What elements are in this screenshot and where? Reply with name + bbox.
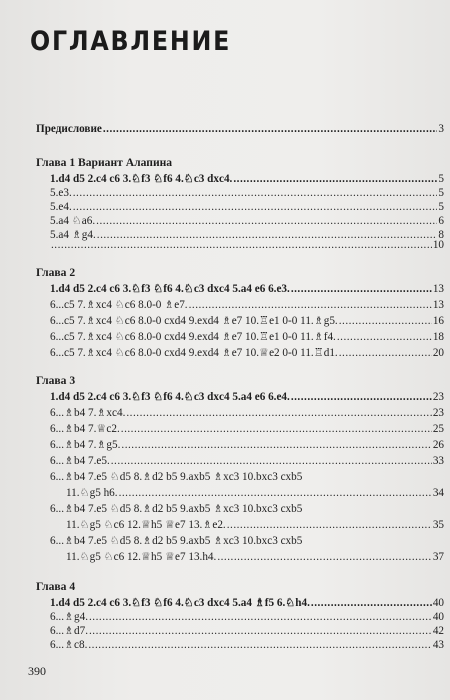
dot-leader <box>227 518 432 532</box>
dot-leader <box>88 638 431 652</box>
toc-entry-page: 5 <box>438 173 444 185</box>
toc-entry-label: Предисловие <box>36 123 102 135</box>
dot-leader <box>337 330 432 344</box>
toc-entry[interactable] <box>50 186 444 200</box>
toc-entry[interactable] <box>50 172 444 186</box>
dot-leader <box>339 314 432 328</box>
toc-entry-label: 6...♗b4 7.♕c2. <box>50 423 120 435</box>
toc-entry-page: 3 <box>438 123 444 135</box>
toc-entry[interactable] <box>50 638 444 652</box>
dot-leader <box>73 200 438 214</box>
dot-leader <box>73 186 438 200</box>
toc-entry-page: 10 <box>432 239 444 251</box>
toc-entry-page: 6 <box>438 215 444 227</box>
toc-entry-label: 6...♗b4 7.♗xc4. <box>50 407 126 419</box>
dot-leader <box>103 122 438 136</box>
toc-entry[interactable] <box>50 330 444 344</box>
toc-entry-page: 40 <box>432 611 444 623</box>
dot-leader <box>121 422 432 436</box>
toc-entry-page: 13 <box>432 299 444 311</box>
dot-leader <box>291 282 432 296</box>
toc-entry-label: 6...♗b4 7.♗g5. <box>50 439 121 451</box>
toc-entry[interactable] <box>50 214 444 228</box>
toc-entry[interactable] <box>50 200 444 214</box>
chapter-4-heading: Глава 4 <box>36 580 76 593</box>
toc-entry[interactable] <box>50 502 444 516</box>
toc-entry-label: 6...c5 7.♗xc4 ♘c6 8.0-0 cxd4 9.exd4 ♗e7 10.♖e1 0-0 11.♗g5. <box>50 315 338 327</box>
toc-entry-label: 5.a4 ♘a6. <box>50 215 96 227</box>
toc-entry-preface[interactable] <box>36 122 444 136</box>
page-number: 390 <box>28 664 46 678</box>
toc-entry-page: 20 <box>432 347 444 359</box>
toc-entry[interactable] <box>50 610 444 624</box>
toc-entry-page: 37 <box>432 551 444 563</box>
toc-entry-page: 5 <box>438 187 444 199</box>
dot-leader <box>339 346 432 360</box>
dot-leader <box>126 406 431 420</box>
toc-entry-label: 1.d4 d5 2.c4 c6 3.♘f3 ♘f6 4.♘c3 dxc4 5.a4 e6 6.e4. <box>50 391 290 403</box>
toc-entry-label: 1.d4 d5 2.c4 c6 3.♘f3 ♘f6 4.♘c3 dxc4 5.a4 ♗f5 6.♘h4. <box>50 597 310 609</box>
toc-entry-label: 6...♗b4 7.e5 ♘d5 8.♗d2 b5 9.axb5 ♗xc3 10.bxc3 cxb5 <box>50 535 303 547</box>
toc-entry-label: 6...♗d7. <box>50 625 88 637</box>
toc-entry[interactable] <box>50 238 444 252</box>
toc-entry-label: 6...♗g4. <box>50 611 88 623</box>
toc-entry-page: 43 <box>432 639 444 651</box>
dot-leader <box>189 298 432 312</box>
dot-leader <box>89 624 432 638</box>
dot-leader <box>121 438 431 452</box>
toc-entry-label: 6...♗c8. <box>50 639 88 651</box>
chapter-3-heading: Глава 3 <box>36 374 76 387</box>
page-title: ОГЛАВЛЕНИЕ <box>30 26 232 57</box>
toc-entry-label: 6...♗b4 7.e5 ♘d5 8.♗d2 b5 9.axb5 ♗xc3 10.bxc3 cxb5 <box>50 471 303 483</box>
toc-entry-label: 5.e4. <box>50 201 72 213</box>
toc-entry-page: 25 <box>432 423 444 435</box>
toc-entry[interactable] <box>50 596 444 610</box>
toc-entry-label: 5.a4 ♗g4. <box>50 229 96 241</box>
toc-entry-label: 11.♘g5 ♘c6 12.♕h5 ♕e7 13.♗e2. <box>66 519 226 531</box>
dot-leader <box>96 214 437 228</box>
toc-entry-label: 11.♘g5 ♘c6 12.♕h5 ♕e7 13.h4. <box>66 551 217 563</box>
toc-entry[interactable] <box>50 534 444 548</box>
toc-entry-label: 6...c5 7.♗xc4 ♘c6 8.0-0 cxd4 9.exd4 ♗e7 10.♕e2 0-0 11.♖d1. <box>50 347 338 359</box>
toc-entry-label: 6...c5 7.♗xc4 ♘c6 8.0-0 cxd4 9.exd4 ♗e7 10.♖e1 0-0 11.♗f4. <box>50 331 336 343</box>
toc-entry[interactable] <box>66 518 444 532</box>
dot-leader <box>311 596 432 610</box>
dot-leader <box>51 238 432 252</box>
dot-leader <box>89 610 432 624</box>
toc-entry-page: 42 <box>432 625 444 637</box>
chapter-2-heading: Глава 2 <box>36 266 76 279</box>
toc-entry-page: 23 <box>432 391 444 403</box>
toc-entry-label: 1.d4 d5 2.c4 c6 3.♘f3 ♘f6 4.♘c3 dxc4. <box>50 173 233 185</box>
toc-entry-page: 23 <box>432 407 444 419</box>
toc-entry[interactable] <box>50 314 444 328</box>
toc-entry-page: 13 <box>432 283 444 295</box>
toc-entry-label: 6...c5 7.♗xc4 ♘c6 8.0-0 ♗e7. <box>50 299 188 311</box>
dot-leader <box>233 172 437 186</box>
toc-entry[interactable] <box>50 346 444 360</box>
toc-entry-label: 6...♗b4 7.e5 ♘d5 8.♗d2 b5 9.axb5 ♗xc3 10.bxc3 cxb5 <box>50 503 303 515</box>
toc-entry-label: 6...♗b4 7.e5. <box>50 455 110 467</box>
chapter-1-heading: Глава 1 Вариант Алапина <box>36 156 173 169</box>
toc-entry[interactable] <box>66 486 444 500</box>
toc-entry-page: 40 <box>432 597 444 609</box>
toc-entry[interactable] <box>50 282 444 296</box>
toc-entry-page: 5 <box>438 201 444 213</box>
toc-entry[interactable] <box>50 438 444 452</box>
toc-entry[interactable] <box>50 470 444 484</box>
toc-entry-page: 34 <box>432 487 444 499</box>
toc-entry-label: 1.d4 d5 2.c4 c6 3.♘f3 ♘f6 4.♘c3 dxc4 5.a4 e6 6.e3. <box>50 283 290 295</box>
toc-entry[interactable] <box>50 422 444 436</box>
dot-leader <box>119 486 432 500</box>
dot-leader <box>111 454 432 468</box>
toc-entry-label: 11.♘g5 h6. <box>66 487 118 499</box>
toc-entry-page: 26 <box>432 439 444 451</box>
toc-entry-page: 8 <box>438 229 444 241</box>
toc-entry-page: 16 <box>432 315 444 327</box>
toc-entry[interactable] <box>50 624 444 638</box>
toc-entry-label: 5.e3. <box>50 187 72 199</box>
toc-entry[interactable] <box>50 390 444 404</box>
toc-entry[interactable] <box>66 550 444 564</box>
toc-entry[interactable] <box>50 454 444 468</box>
toc-entry[interactable] <box>50 406 444 420</box>
toc-entry[interactable] <box>50 298 444 312</box>
dot-leader <box>291 390 432 404</box>
toc-entry-page: 18 <box>432 331 444 343</box>
dot-leader <box>217 550 431 564</box>
toc-entry-page: 35 <box>432 519 444 531</box>
toc-entry-page: 33 <box>432 455 444 467</box>
